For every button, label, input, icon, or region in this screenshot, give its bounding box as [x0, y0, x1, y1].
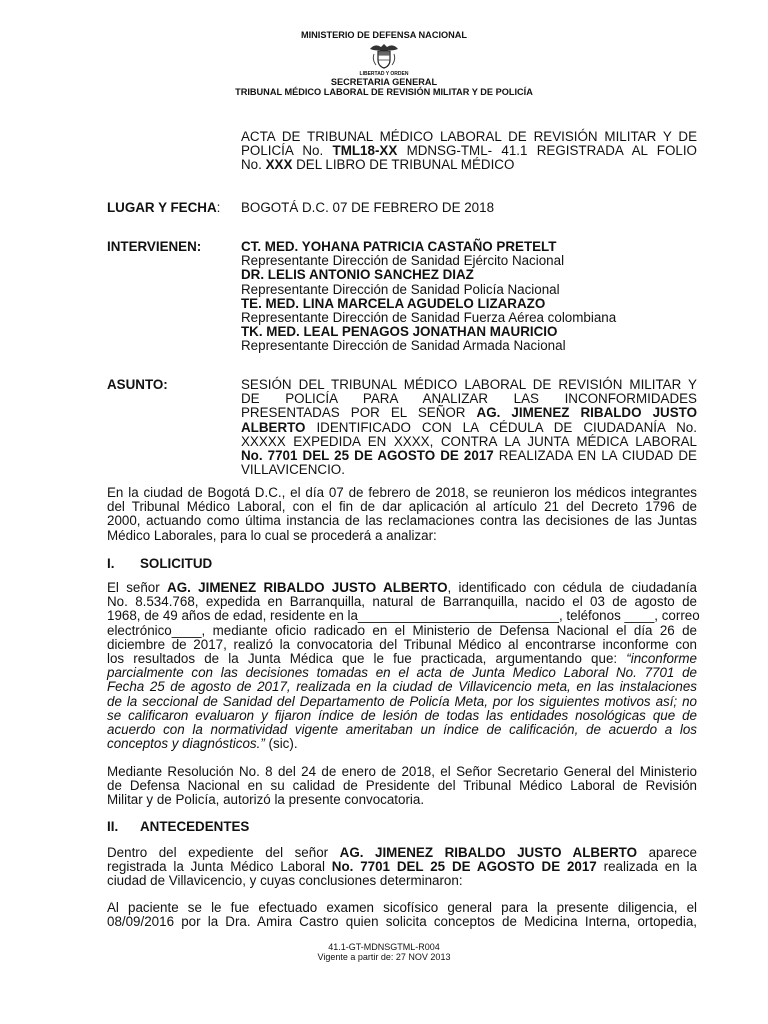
paragraph-line: de la seccional de Sanidad del Departamento de Policía Meta, por los siguientes motivos así; no	[107, 693, 697, 709]
member-name: TE. MED. LINA MARCELA AGUDELO LIZARAZO	[241, 295, 546, 311]
asunto-line: No. 7701 DEL 25 DE AGOSTO DE 2017 REALIZADA EN LA CIUDAD DE	[241, 448, 697, 464]
paragraph-line: parcialmente con las decisiones tomadas en el acta de Junta Medico Laboral No. 7701 de	[107, 665, 697, 681]
paragraph-line: Mediante Resolución No. 8 del 24 de enero de 2018, el Señor Secretario General del Ministerio	[107, 764, 697, 779]
antecedentes-paragraph	[107, 846, 697, 889]
paragraph-line: los resultados de la Junta Médica que le fue practicada, argumentando que: “inconforme	[107, 651, 697, 667]
secretaria-title: SECRETARIA GENERAL	[330, 77, 438, 87]
acta-title	[241, 130, 697, 173]
paragraph-line: Fecha 25 de agosto de 2017, realizada en la ciudad de Villavicencio meta, en las instalaciones	[107, 679, 697, 695]
footer-validity: Vigente a partir de: 27 NOV 2013	[317, 952, 451, 962]
acta-line: POLICÍA No. TML18-XX MDNSG-TML- 41.1 REGISTRADA AL FOLIO	[241, 143, 697, 159]
paragraph-line: El señor AG. JIMENEZ RIBALDO JUSTO ALBERTO, identificado con cédula de ciudadanía	[107, 580, 697, 595]
lugar-value: BOGOTÁ D.C. 07 DE FEBRERO DE 2018	[241, 200, 495, 215]
paragraph-line: Dentro del expediente del señor AG. JIMENEZ RIBALDO JUSTO ALBERTO aparece	[107, 845, 697, 860]
coat-of-arms-icon	[366, 40, 402, 74]
paragraph-line: electrónico____, mediante oficio radicado en el Ministerio de Defensa Nacional el día 26 de	[107, 622, 697, 638]
paragraph-line: acuerdo con la normatividad vigente ameritaban un índice de calificación, de acuerdo a los	[107, 722, 697, 738]
section-antecedentes-heading: II. ANTECEDENTES	[107, 819, 250, 834]
paragraph-line: conceptos y diagnósticos.” (sic).	[107, 736, 298, 752]
paragraph-line: 2000, actuando como última instancia de las reclamaciones contra las decisiones de las Juntas	[107, 513, 697, 529]
acta-line: No. XXX DEL LIBRO DE TRIBUNAL MÉDICO	[241, 157, 515, 173]
solicitud-paragraph	[107, 580, 700, 752]
asunto-line: DE POLICÍA PARA ANALIZAR LAS INCONFORMIDADES	[241, 391, 697, 407]
paragraph-line: de Defensa Nacional en su calidad de Presidente del Tribunal Médico Laboral de Revisión	[107, 778, 697, 794]
member-role: Representante Dirección de Sanidad Fuerza Aérea colombiana	[241, 310, 617, 326]
member-name: TK. MED. LEAL PENAGOS JONATHAN MAURICIO	[241, 324, 558, 340]
paragraph-line: 08/09/2016 por la Dra. Amira Castro quien solicita conceptos de Medicina Interna, ortopedia,	[107, 914, 697, 930]
asunto-text	[241, 378, 697, 477]
resolucion-paragraph	[107, 765, 697, 808]
paragraph-line: 1968, de 49 años de edad, residente en la___________________________, teléfonos ____, correo	[107, 608, 700, 624]
paragraph-line: Médico Laborales, para lo cual se procederá a analizar:	[107, 527, 437, 543]
footer-code: 41.1-GT-MDNSGTML-R004	[328, 942, 440, 952]
member-name: CT. MED. YOHANA PATRICIA CASTAÑO PRETELT	[241, 239, 557, 254]
paragraph-line: En la ciudad de Bogotá D.C., el día 07 de febrero de 2018, se reunieron los médicos integrantes	[107, 485, 697, 500]
paragraph-line: del Tribunal Médico Laboral, con el fin de dar aplicación al artículo 21 del Decreto 1796 de	[107, 499, 697, 515]
lugar-label: LUGAR Y FECHA:	[107, 200, 221, 215]
paragraph-line: se calificaron evaluaron y fijaron índice de lesión de todas las entidades nosológicas que de	[107, 707, 697, 723]
asunto-line: PRESENTADAS POR EL SEÑOR AG. JIMENEZ RIBALDO JUSTO	[241, 405, 697, 421]
acta-line: ACTA DE TRIBUNAL MÉDICO LABORAL DE REVISIÓN MILITAR Y DE	[241, 129, 697, 144]
section-solicitud-heading: I. SOLICITUD	[107, 556, 213, 571]
intervienen-label: INTERVIENEN:	[107, 239, 202, 254]
asunto-line: XXXXX EXPEDIDA EN XXXX, CONTRA LA JUNTA MÉDICA LABORAL	[241, 433, 697, 449]
paragraph-line: ciudad de Villavicencio, y cuyas conclusiones determinaron:	[107, 873, 463, 889]
asunto-label: ASUNTO:	[107, 377, 168, 392]
paragraph-line: registrada la Junta Médico Laboral No. 7701 DEL 25 DE AGOSTO DE 2017 realizada en la	[107, 859, 697, 875]
member-name: DR. LELIS ANTONIO SANCHEZ DIAZ	[241, 267, 474, 283]
asunto-line: ALBERTO IDENTIFICADO CON LA CÉDULA DE CIUDADANÍA No.	[241, 419, 697, 435]
member-role: Representante Dirección de Sanidad Ejército Nacional	[241, 253, 565, 269]
motto-text: LIBERTAD Y ORDEN	[359, 71, 409, 77]
members-list	[241, 240, 697, 354]
member-role: Representante Dirección de Sanidad Policía Nacional	[241, 281, 560, 297]
paragraph-line: diciembre de 2017, realizó la convocatoria del Tribunal Médico al encontrarse inconforme con	[107, 636, 697, 652]
paragraph-line: Militar y de Policía, autorizó la presente convocatoria.	[107, 792, 425, 808]
paragraph-line: No. 8.534.768, expedida en Barranquilla, natural de Barranquilla, nacido el 03 de agosto de	[107, 594, 697, 610]
ministry-title: MINISTERIO DE DEFENSA NACIONAL	[300, 30, 468, 40]
paragraph-line: Al paciente se le fue efectuado examen sicofísico general para la presente diligencia, el	[107, 900, 697, 915]
intro-paragraph	[107, 486, 697, 543]
member-role: Representante Dirección de Sanidad Armada Nacional	[241, 338, 566, 354]
tribunal-title: TRIBUNAL MÉDICO LABORAL DE REVISIÓN MILITAR Y DE POLICÍA	[235, 87, 533, 97]
asunto-line: VILLAVICENCIO.	[241, 462, 345, 478]
asunto-line: SESIÓN DEL TRIBUNAL MÉDICO LABORAL DE REVISIÓN MILITAR Y	[241, 377, 697, 392]
paciente-paragraph	[107, 901, 697, 929]
